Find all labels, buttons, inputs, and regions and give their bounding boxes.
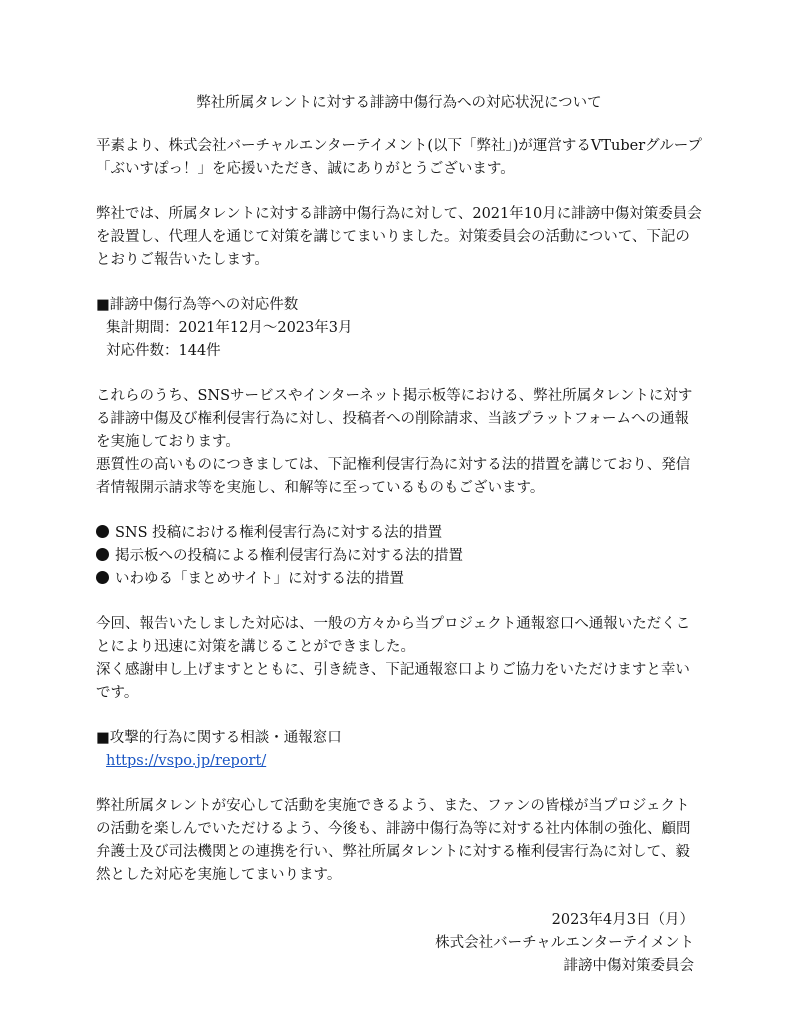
document-body [96, 92, 702, 978]
background-paragraph: 弊社では、所属タレントに対する誹謗中傷行為に対して、2021年10月に誹謗中傷対策委員会を設置し、代理人を通じて対策を講じてまいりました。対策委員会の活動について、下記のとおりご報告いたします。 [96, 206, 702, 268]
list-item-text: いわゆる「まとめサイト」に対する法的措置 [115, 571, 404, 587]
closing-paragraph: 弊社所属タレントが安心して活動を実施できるよう、また、ファンの皆様が当プロジェクトの活動を楽しんでいただけるよう、今後も、誹謗中傷行為等に対する社内体制の強化、顧問弁護士及び司法機関との連携を行い、弊社所属タレントに対する権利侵害行為に対して、毅然とした対応を実施してまいります。 [96, 798, 691, 883]
thanks-paragraph-1: 今回、報告いたしました対応は、一般の方々から当プロジェクト通報窓口へ通報いただくことにより迅速に対策を講じることができました。 [96, 616, 691, 655]
thanks-paragraph-2: 深く感謝申し上げますとともに、引き続き、下記通報窓口よりご協力をいただけますと幸いです。 [96, 662, 690, 701]
list-item-text: 掲示板への投稿による権利侵害行為に対する法的措置 [115, 548, 463, 564]
list-item-text: SNS 投稿における権利侵害行為に対する法的措置 [115, 525, 443, 541]
report-link[interactable]: https://vspo.jp/report/ [106, 753, 267, 769]
contact-heading: ■攻撃的行為に関する相談・通報窓口 [96, 730, 342, 746]
actions-paragraph-1: これらのうち、SNSサービスやインターネット掲示板等における、弊社所属タレントに対する誹謗中傷及び権利侵害行為に対し、投稿者への削除請求、当該プラットフォームへの通報を実施しております。 [96, 388, 693, 450]
list-item [96, 522, 702, 545]
list-item [96, 568, 702, 591]
actions-paragraph-2: 悪質性の高いものにつきましては、下記権利侵害行為に対する法的措置を講じており、発信者情報開示請求等を実施し、和解等に至っているものもございます。 [96, 457, 691, 496]
stats-count: 対応件数：144件 [106, 343, 221, 359]
signature-committee: 誹謗中傷対策委員会 [563, 958, 694, 974]
document-title: 弊社所属タレントに対する誹謗中傷行為への対応状況について [196, 95, 602, 111]
bullet-icon [96, 525, 109, 538]
stats-period: 集計期間：2021年12月～2023年3月 [106, 320, 353, 336]
bullet-icon [96, 548, 109, 561]
list-item [96, 545, 702, 568]
legal-measures-list [96, 522, 702, 591]
signature-date: 2023年4月3日（月） [551, 912, 694, 928]
intro-paragraph: 平素より、株式会社バーチャルエンターテイメント(以下「弊社」)が運営するVTuberグループ「ぶいすぽっ！」を応援いただき、誠にありがとうございます。 [96, 138, 703, 177]
stats-heading: ■誹謗中傷行為等への対応件数 [96, 297, 299, 313]
signature-company: 株式会社バーチャルエンターテイメント [435, 935, 694, 951]
bullet-icon [96, 571, 109, 584]
